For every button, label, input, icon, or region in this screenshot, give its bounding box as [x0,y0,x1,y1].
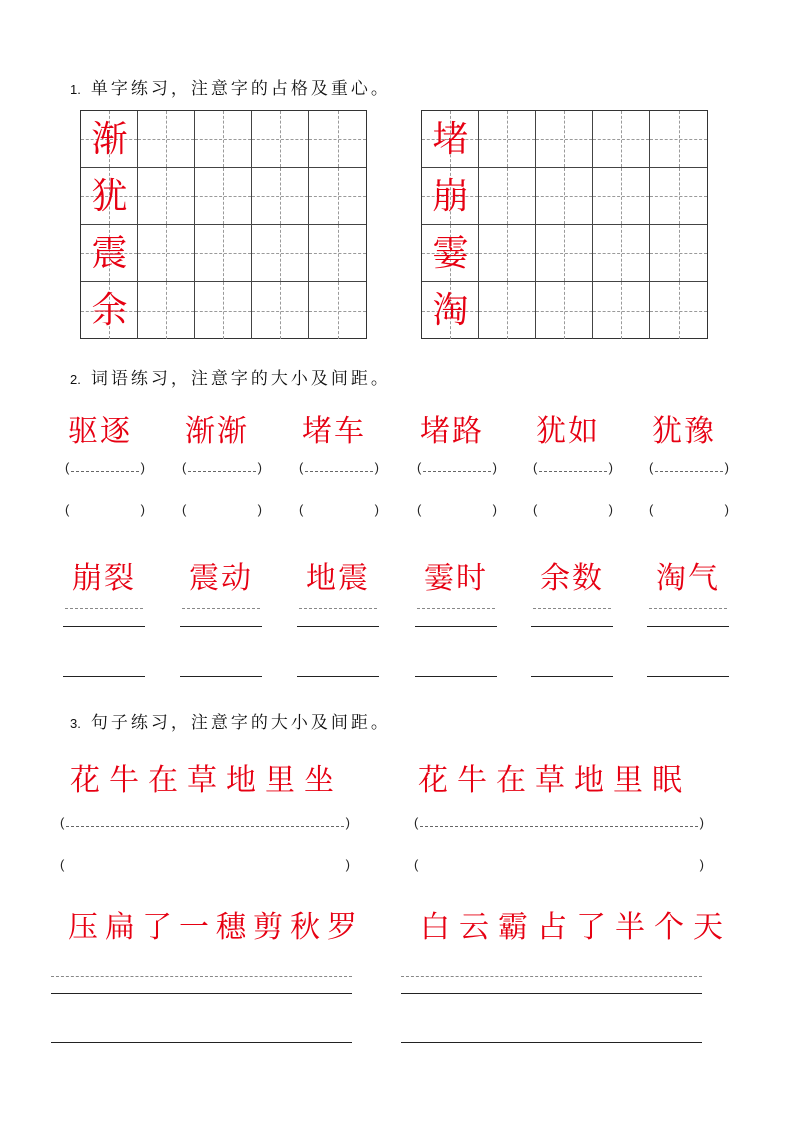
section2-number: 2. [70,372,81,387]
paren-left: ( [65,460,70,475]
writing-line[interactable] [531,676,613,677]
pinyin-blank[interactable] [60,815,350,832]
word-row1-2: 渐渐 [185,414,249,449]
paren-left: ( [182,502,187,517]
writing-cell[interactable] [536,282,593,339]
writing-line[interactable] [415,676,497,677]
model-character: 淘 [432,290,469,331]
writing-cell[interactable] [309,282,366,339]
pinyin-blank[interactable] [414,815,704,832]
writing-guide-line [65,608,143,609]
sentence-3: 压扁了一穗剪秋罗 [68,910,364,945]
practice-grid-right [421,110,708,339]
pinyin-blank[interactable] [533,460,613,477]
paren-left: ( [414,857,419,872]
writing-line[interactable] [401,1042,702,1043]
writing-line[interactable] [647,626,729,627]
writing-line[interactable] [297,626,379,627]
pinyin-blank[interactable] [60,857,350,874]
pinyin-blank[interactable] [649,502,729,519]
writing-cell[interactable] [536,111,593,168]
model-char-cell [422,282,479,339]
model-character: 渐 [91,119,128,160]
paren-right: ) [724,460,729,475]
model-char-cell [422,111,479,168]
writing-line[interactable] [415,626,497,627]
section3-number: 3. [70,716,81,731]
paren-left: ( [417,502,422,517]
section1-number: 1. [70,82,81,97]
writing-line[interactable] [63,626,145,627]
paren-right: ) [608,460,613,475]
model-char-cell [81,225,138,282]
paren-left: ( [533,502,538,517]
section1-title: 单字练习，注意字的占格及重心。 [90,79,391,99]
model-char-cell [422,168,479,225]
model-char-cell [422,225,479,282]
writing-cell[interactable] [195,282,252,339]
writing-cell[interactable] [650,225,707,282]
paren-right: ) [257,502,262,517]
writing-cell[interactable] [309,225,366,282]
pinyin-blank[interactable] [417,502,497,519]
paren-left: ( [182,460,187,475]
section1-heading [70,74,391,99]
writing-line[interactable] [51,993,352,994]
sentence-2: 花牛在草地里眠 [418,763,691,798]
writing-cell[interactable] [479,168,536,225]
paren-right: ) [257,460,262,475]
word-row1-5: 犹如 [536,414,600,449]
word-row2-1: 崩裂 [72,561,136,596]
writing-cell[interactable] [252,168,309,225]
paren-right: ) [140,460,145,475]
paren-left: ( [299,460,304,475]
practice-grid-left [80,110,367,339]
writing-guide-line [533,608,611,609]
paren-right: ) [345,857,350,872]
writing-guide-line [51,976,352,977]
paren-right: ) [374,460,379,475]
paren-right: ) [492,502,497,517]
sentence-1: 花牛在草地里坐 [70,763,343,798]
writing-cell[interactable] [252,111,309,168]
writing-cell[interactable] [138,168,195,225]
section3-title: 句子练习，注意字的大小及间距。 [90,713,391,733]
word-row2-6: 淘气 [656,561,720,596]
writing-cell[interactable] [195,225,252,282]
writing-cell[interactable] [650,111,707,168]
paren-left: ( [417,460,422,475]
writing-line[interactable] [180,626,262,627]
writing-cell[interactable] [650,168,707,225]
pinyin-blank[interactable] [182,502,262,519]
word-row2-5: 余数 [540,561,604,596]
model-character: 霎 [432,233,469,274]
paren-right: ) [608,502,613,517]
word-row1-3: 堵车 [302,414,366,449]
writing-guide-line [182,608,260,609]
writing-cell[interactable] [650,282,707,339]
paren-right: ) [724,502,729,517]
writing-cell[interactable] [252,282,309,339]
writing-line[interactable] [297,676,379,677]
section3-heading [70,708,391,733]
writing-guide-line [649,608,727,609]
writing-cell[interactable] [138,111,195,168]
pinyin-blank[interactable] [533,502,613,519]
writing-guide-line [299,608,377,609]
section2-title: 词语练习，注意字的大小及间距。 [90,369,391,389]
writing-cell[interactable] [479,282,536,339]
section2-heading [70,364,391,389]
word-row1-1: 驱逐 [68,414,132,449]
pinyin-blank[interactable] [649,460,729,477]
writing-cell[interactable] [536,225,593,282]
word-row2-3: 地震 [306,561,370,596]
paren-right: ) [345,815,350,830]
model-character: 余 [91,290,128,331]
model-char-cell [81,282,138,339]
writing-guide-line [401,976,702,977]
writing-guide-line [417,608,495,609]
pinyin-blank[interactable] [65,502,145,519]
paren-right: ) [492,460,497,475]
word-row2-4: 霎时 [424,561,488,596]
paren-left: ( [60,857,65,872]
pinyin-blank[interactable] [182,460,262,477]
paren-right: ) [140,502,145,517]
writing-line[interactable] [51,1042,352,1043]
paren-right: ) [699,815,704,830]
writing-line[interactable] [647,676,729,677]
writing-cell[interactable] [195,111,252,168]
writing-cell[interactable] [593,111,650,168]
paren-right: ) [699,857,704,872]
writing-line[interactable] [401,993,702,994]
paren-left: ( [60,815,65,830]
model-char-cell [81,168,138,225]
writing-line[interactable] [531,626,613,627]
pinyin-blank[interactable] [299,502,379,519]
paren-left: ( [649,502,654,517]
pinyin-blank[interactable] [299,460,379,477]
paren-left: ( [649,460,654,475]
paren-left: ( [533,460,538,475]
writing-cell[interactable] [309,168,366,225]
model-character: 堵 [432,119,469,160]
model-character: 崩 [432,176,469,217]
word-row1-6: 犹豫 [652,414,716,449]
pinyin-blank[interactable] [414,857,704,874]
writing-line[interactable] [63,676,145,677]
model-char-cell [81,111,138,168]
writing-cell[interactable] [252,225,309,282]
paren-right: ) [374,502,379,517]
writing-cell[interactable] [593,225,650,282]
writing-cell[interactable] [138,225,195,282]
paren-left: ( [299,502,304,517]
paren-left: ( [414,815,419,830]
sentence-4: 白云霸占了半个天 [420,910,732,945]
paren-left: ( [65,502,70,517]
writing-cell[interactable] [479,225,536,282]
writing-cell[interactable] [536,168,593,225]
writing-cell[interactable] [593,282,650,339]
word-row2-2: 震动 [189,561,253,596]
writing-cell[interactable] [309,111,366,168]
word-row1-4: 堵路 [420,414,484,449]
model-character: 震 [91,233,128,274]
model-character: 犹 [91,176,128,217]
pinyin-blank[interactable] [65,460,145,477]
writing-line[interactable] [180,676,262,677]
writing-cell[interactable] [138,282,195,339]
writing-cell[interactable] [479,111,536,168]
writing-cell[interactable] [195,168,252,225]
writing-cell[interactable] [593,168,650,225]
pinyin-blank[interactable] [417,460,497,477]
